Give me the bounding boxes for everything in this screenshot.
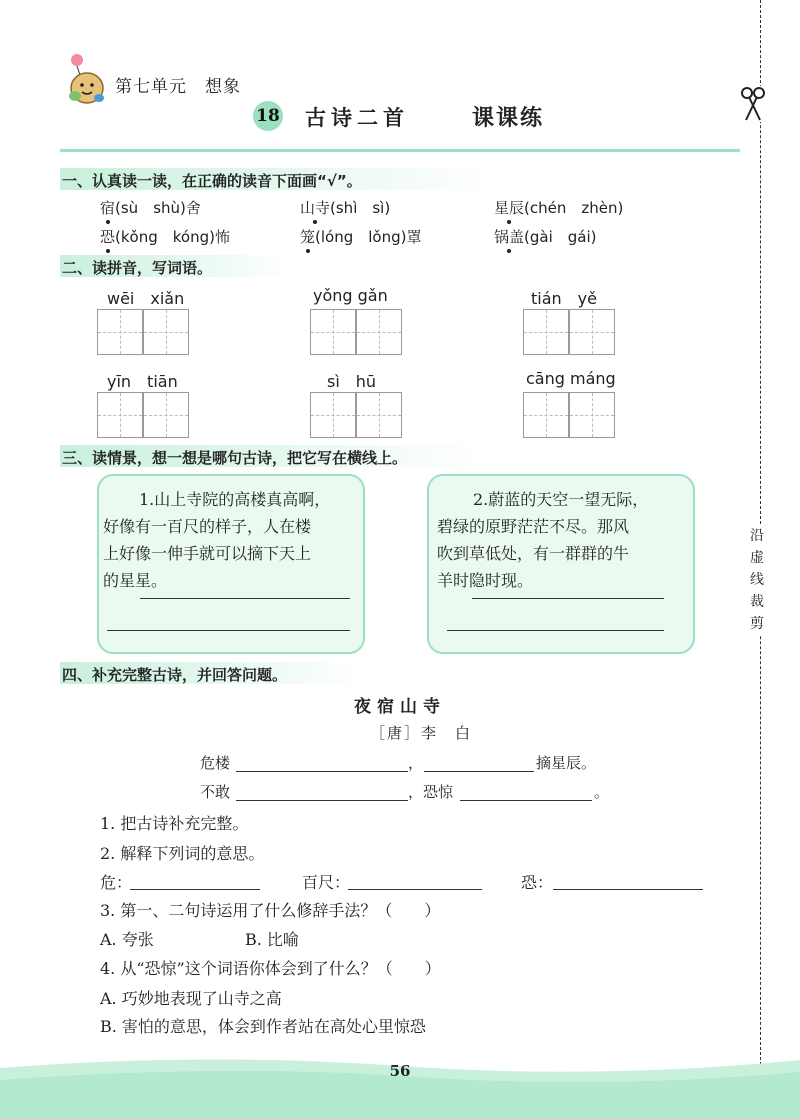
writing-cell[interactable] xyxy=(310,392,356,438)
reading-options[interactable]: (shì sì) xyxy=(330,199,391,217)
poem-blank[interactable] xyxy=(424,771,534,772)
writing-cell[interactable] xyxy=(356,392,402,438)
reading-item xyxy=(494,197,623,218)
cut-note-char: 虚 xyxy=(750,550,764,566)
writing-cell[interactable] xyxy=(97,309,143,355)
option-3b[interactable]: B. 比喻 xyxy=(245,930,299,949)
target-char: 星辰 xyxy=(494,199,525,217)
pinyin-label: sì hū xyxy=(327,372,377,391)
reading-item xyxy=(100,226,230,247)
footer-wave xyxy=(0,1050,800,1119)
option-3a[interactable]: A. 夸张 xyxy=(100,930,154,949)
target-char: 恐 xyxy=(100,228,116,246)
option-4a[interactable]: A. 巧妙地表现了山寺之高 xyxy=(100,989,282,1008)
cut-note-char: 裁 xyxy=(750,594,764,610)
word-rest: 怖 xyxy=(214,228,230,246)
reading-options[interactable]: (gài gái) xyxy=(524,228,597,246)
scene-line: 吹到草低处，有一群群的牛 xyxy=(437,544,630,563)
question-2: 2. 解释下列词的意思。 xyxy=(100,844,265,863)
scene-line: 羊时隐时现。 xyxy=(437,571,534,590)
pinyin-label: wēi xiǎn xyxy=(107,289,185,308)
term-kong: 恐： xyxy=(521,873,554,892)
reading-options[interactable]: (chén zhèn) xyxy=(524,199,624,217)
pinyin-label: cāng máng xyxy=(526,369,616,388)
poem-line-1-start: 危楼 xyxy=(200,754,231,772)
page-number: 56 xyxy=(389,1062,411,1080)
reading-item xyxy=(494,226,596,247)
section3-title: 三、读情景，想一想是哪句古诗，把它写在横线上。 xyxy=(62,449,408,467)
poem-blank[interactable] xyxy=(236,800,408,801)
writing-cell[interactable] xyxy=(143,309,189,355)
cut-note-char: 沿 xyxy=(750,528,764,544)
option-4b[interactable]: B. 害怕的意思，体会到作者站在高处心里惊恐 xyxy=(100,1017,426,1036)
target-char: 笼 xyxy=(300,228,316,246)
scene-line: 上好像一伸手就可以摘下天上 xyxy=(103,544,312,563)
cut-note-char: 剪 xyxy=(750,616,764,632)
reading-options[interactable]: (kǒng kóng) xyxy=(115,228,215,246)
writing-cell[interactable] xyxy=(143,392,189,438)
target-char: 宿 xyxy=(100,199,116,217)
scene-text-1 xyxy=(103,486,361,594)
cut-instruction xyxy=(745,525,769,635)
answer-line[interactable] xyxy=(107,630,350,631)
section2-title: 二、读拼音，写词语。 xyxy=(62,259,213,277)
word-rest: 舍 xyxy=(185,199,201,217)
writing-cell[interactable] xyxy=(523,309,569,355)
pinyin-label: yīn tiān xyxy=(107,372,178,391)
scene-line: 碧绿的原野茫茫不尽。那风 xyxy=(437,517,630,536)
poem-author: ［唐］李 白 xyxy=(370,724,473,742)
question-4: 4. 从“恐惊”这个词语你体会到了什么？（ ） xyxy=(100,959,441,978)
term-answer-line[interactable] xyxy=(348,889,482,890)
writing-cell[interactable] xyxy=(569,309,615,355)
poem-title: 夜宿山寺 xyxy=(354,697,446,717)
writing-cell[interactable] xyxy=(97,392,143,438)
poem-blank[interactable] xyxy=(460,800,592,801)
scene-text-2 xyxy=(437,486,687,594)
pinyin-label: yǒng gǎn xyxy=(313,286,388,305)
mascot-icon xyxy=(55,48,115,108)
lesson-tag: 课课练 xyxy=(472,106,545,131)
lesson-number-badge: 18 xyxy=(253,101,283,131)
poem-line-2-mid: ，恐惊 xyxy=(408,783,454,801)
answer-line[interactable] xyxy=(472,598,664,599)
term-baichi: 百尺： xyxy=(302,873,351,892)
unit-label: 第七单元 想象 xyxy=(115,77,241,97)
writing-cell[interactable] xyxy=(310,309,356,355)
scene-line: 好像有一百尺的样子，人在楼 xyxy=(103,517,312,536)
pinyin-label: tián yě xyxy=(531,289,597,308)
scene-line: 1.山上寺院的高楼真高啊， xyxy=(139,490,331,509)
target-char: 山寺 xyxy=(300,199,331,217)
lesson-title: 古诗二首 xyxy=(305,105,409,130)
poem-blank[interactable] xyxy=(236,771,408,772)
poem-line-2-end: 。 xyxy=(594,783,610,801)
writing-cell[interactable] xyxy=(569,392,615,438)
question-3: 3. 第一、二句诗运用了什么修辞手法？（ ） xyxy=(100,901,441,920)
poem-line-2-start: 不敢 xyxy=(200,783,231,801)
scissors-icon xyxy=(738,86,768,122)
answer-line[interactable] xyxy=(447,630,664,631)
reading-options[interactable]: (lóng lǒng) xyxy=(315,228,407,246)
header-divider xyxy=(60,149,740,152)
reading-item xyxy=(100,197,201,218)
section1-title: 一、认真读一读，在正确的读音下面画“√”。 xyxy=(62,172,362,190)
reading-item xyxy=(300,197,390,218)
writing-cell[interactable] xyxy=(523,392,569,438)
question-1: 1. 把古诗补充完整。 xyxy=(100,814,249,833)
term-answer-line[interactable] xyxy=(553,889,703,890)
target-char: 锅盖 xyxy=(494,228,525,246)
answer-line[interactable] xyxy=(140,598,350,599)
scene-line: 的星星。 xyxy=(103,571,168,590)
term-wei: 危： xyxy=(100,873,133,892)
writing-cell[interactable] xyxy=(356,309,402,355)
cut-note-char: 线 xyxy=(750,572,764,588)
word-rest: 罩 xyxy=(406,228,422,246)
poem-line-1-comma: ， xyxy=(408,754,424,772)
term-answer-line[interactable] xyxy=(130,889,260,890)
poem-line-1-end: 摘星辰。 xyxy=(536,754,597,772)
reading-item xyxy=(300,226,421,247)
section4-title: 四、补充完整古诗，并回答问题。 xyxy=(62,666,288,684)
scene-line: 2.蔚蓝的天空一望无际， xyxy=(473,490,649,509)
reading-options[interactable]: (sù shù) xyxy=(115,199,186,217)
